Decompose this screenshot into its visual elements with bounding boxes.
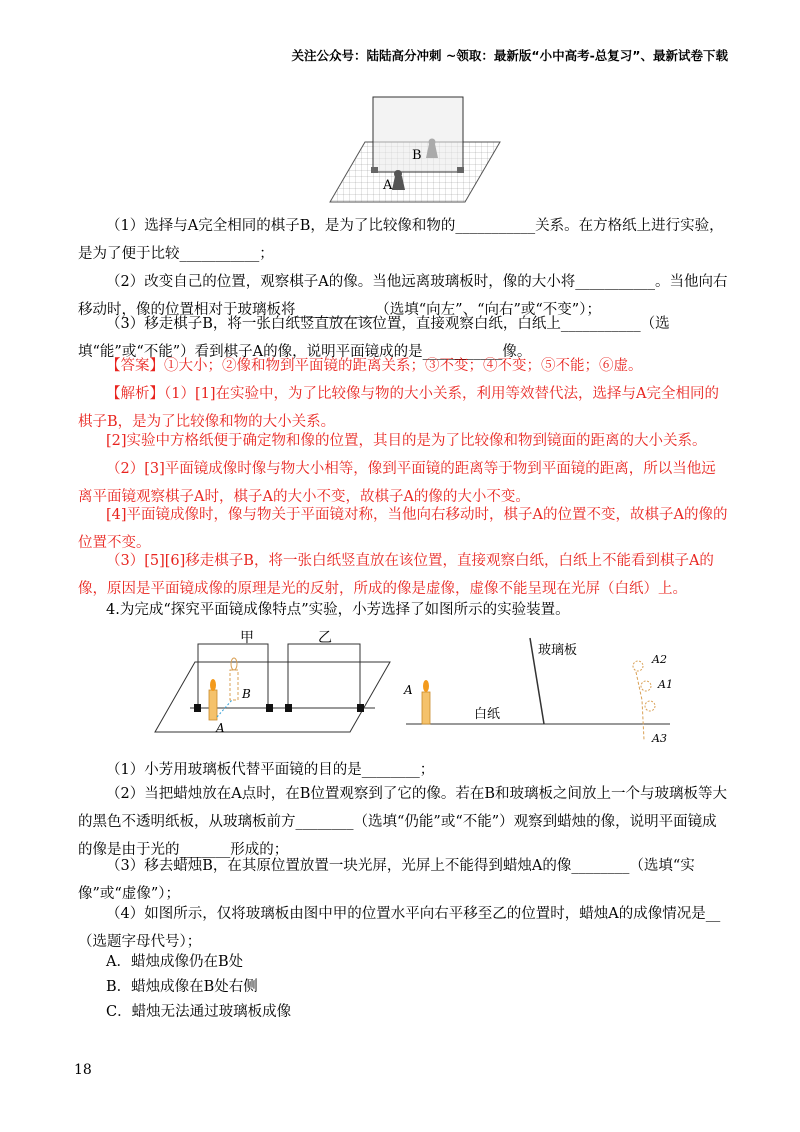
analysis-1: 【解析】（1）[1]在实验中，为了比较像与物的大小关系，利用等效替代法，选择与A完全相同的棋子B，是为了比较像和物的大小关系。 [78,386,719,430]
figure-candle-setup [150,622,395,742]
q4-part3: （3）移去蜡烛B，在其原位置放置一块光屏，光屏上不能得到蜡烛A的像________（选填“实像”或“虚像”）； [78,858,695,902]
q4-option-c: C．蜡烛无法通过玻璃板成像 [106,1004,292,1020]
answer-line: 【答案】①大小；②像和物到平面镜的距离关系；③不变；④不变；⑤不能；⑥虚。 [106,358,643,374]
candle-a-label: A [216,721,225,735]
analysis-3: （2）[3]平面镜成像时像与物大小相等，像到平面镜的距离等于物到平面镜的距离，所以当他远离平面镜观察棋子A时，棋子A的大小不变，故棋子A的像的大小不变。 [78,461,716,505]
q4-option-b: B．蜡烛成像在B处右侧 [106,979,258,995]
image-a2-label: A2 [652,653,667,666]
side-a-label: A [404,683,413,697]
glass-label: 玻璃板 [538,643,578,658]
q3-part3: （3）移走棋子B，将一张白纸竖直放在该位置，直接观察白纸，白纸上___________（选填“能”或“不能”）看到棋子A的像，说明平面镜成的是___________像。 [78,316,670,360]
q4-option-a: A．蜡烛成像仍在B处 [106,954,244,970]
paper-label: 白纸 [474,707,501,722]
q4-part1: （1）小芳用玻璃板代替平面镜的目的是________； [106,762,435,778]
position-yi-label: 乙 [318,630,332,646]
page-number: 18 [74,1062,92,1078]
candle-b-label: B [242,687,251,701]
analysis-2: [2]实验中方格纸便于确定物和像的位置，其目的是为了比较像和物到镜面的距离的大小关系。 [106,433,707,449]
q4-intro: 4.为完成“探究平面镜成像特点”实验，小芳选择了如图所示的实验装置。 [106,602,570,618]
piece-b-label: B [412,148,422,163]
analysis-5: （3）[5][6]移走棋子B，将一张白纸竖直放在该位置，直接观察白纸，白纸上不能看到棋子A的像，原因是平面镜成像的原理是光的反射，所成的像是虚像，虚像不能呈现在光屏（白纸）上。 [78,553,714,597]
q4-part2: （2）当把蜡烛放在A点时，在B位置观察到了它的像。若在B和玻璃板之间放上一个与玻璃板等大的黑色不透明纸板，从玻璃板前方________（选填“仍能”或“不能”）观察到蜡烛的像，说明平面镜成的像是由于光的_______形成的； [78,786,728,858]
figure-slanted-glass [398,630,678,750]
image-a3-label: A3 [652,732,667,745]
image-a1-label: A1 [658,678,673,691]
figure-chess-mirror [325,92,505,204]
position-jia-label: 甲 [240,630,254,646]
page-header: 关注公众号：陆陆高分冲刺 ~领取：最新版“小中高考-总复习”、最新试卷下载 [291,48,728,63]
q3-part2: （2）改变自己的位置，观察棋子A的像。当他远离玻璃板时，像的大小将___________。当他向右移动时，像的位置相对于玻璃板将___________（选填“向左”、“向右”或“不变”）； [78,274,728,318]
analysis-4: [4]平面镜成像时，像与物关于平面镜对称，当他向右移动时，棋子A的位置不变，故棋子A的像的位置不变。 [78,507,728,551]
q3-part1: （1）选择与A完全相同的棋子B，是为了比较像和物的___________关系。在方格纸上进行实验，是为了便于比较___________； [78,218,724,262]
piece-a-label: A [383,178,393,193]
q4-part4: （4）如图所示，仅将玻璃板由图中甲的位置水平向右平移至乙的位置时，蜡烛A的成像情况是__（选题字母代号）； [78,906,721,950]
